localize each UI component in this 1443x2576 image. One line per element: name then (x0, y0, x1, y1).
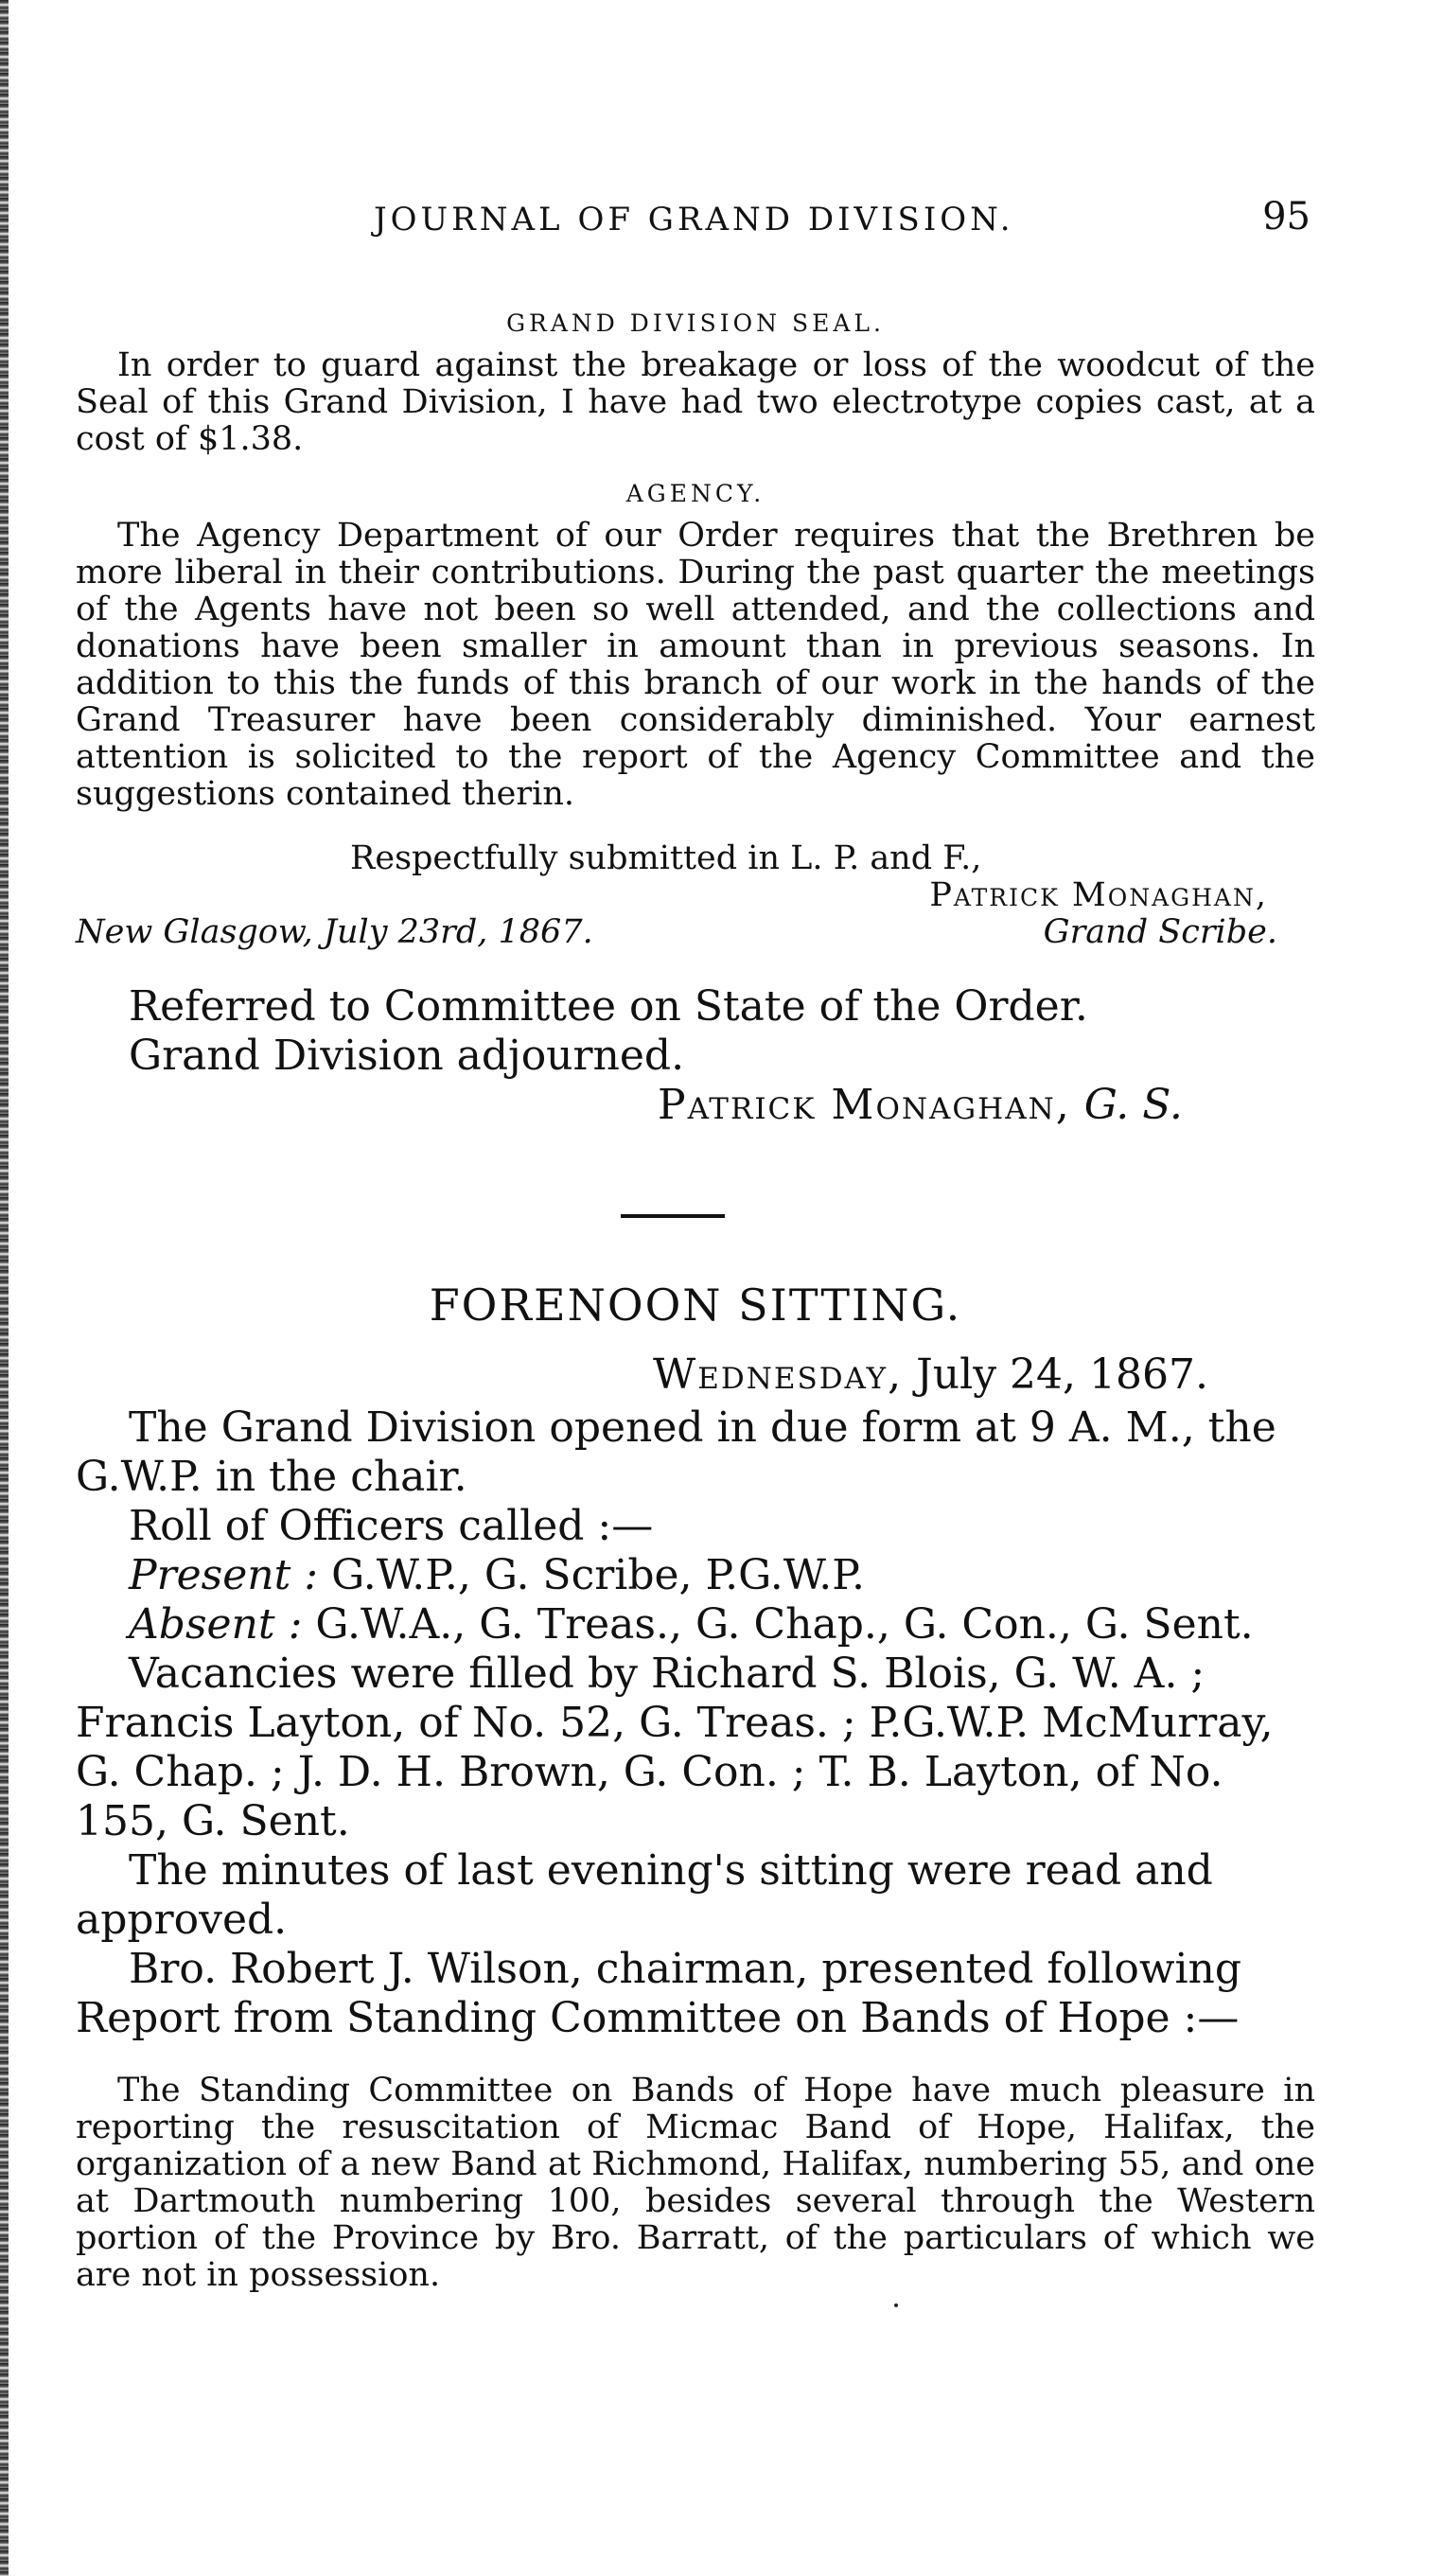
section-divider-rule (621, 1214, 725, 1218)
bands-report-block (76, 2073, 1315, 2294)
signoff-name: Patrick Monaghan, (929, 876, 1268, 914)
agency-paragraph: The Agency Department of our Order requires that the Brethren be more liberal in their contributions. During the past quarter the meetings of the Agents have not been so well attended, and the collections and donations have been smaller in amount than in previous seasons. In addition to this the funds of this branch of our work in the hands of the Grand Treasurer have been considerably diminished. Your earnest attention is solicited to the report of the Agency Committee and the suggestions contained therin. (76, 517, 1315, 813)
signoff-office: Grand Scribe. (1043, 913, 1277, 951)
roll-line: Roll of Officers called :— (129, 1502, 654, 1550)
present-label: Present : (129, 1551, 319, 1599)
ink-speck (894, 2303, 898, 2307)
place-date: New Glasgow, July 23rd, 1867. (76, 913, 593, 951)
signoff-block (76, 840, 1315, 951)
signoff-footer (76, 914, 1315, 951)
signature-name: Patrick Monaghan, (658, 1081, 1071, 1129)
vacancies-paragraph: Vacancies were filled by Richard S. Blois, G. W. A. ; Francis Layton, of No. 52, G. Treas. ; P.G.W.P. McMurray, G. Chap. ; J. D. H. Brown, G. Con. ; T. B. Layton, of No. 155, G. Sent. (76, 1650, 1274, 1845)
book-spine-edge (0, 0, 9, 2576)
absent-value: G.W.A., G. Treas., G. Chap., G. Con., G. Sent. (315, 1600, 1254, 1649)
header-title: JOURNAL OF GRAND DIVISION. (374, 201, 1014, 238)
present-value: G.W.P., G. Scribe, P.G.W.P. (331, 1551, 865, 1599)
seal-section (76, 305, 1315, 458)
signature-office: G. S. (1083, 1081, 1183, 1129)
opened-paragraph: The Grand Division opened in due form at 9 A. M., the G.W.P. in the chair. (76, 1403, 1276, 1501)
absent-line (76, 1600, 1315, 1650)
referred-line: Referred to Committee on State of the Order. (129, 982, 1088, 1031)
bands-report-paragraph: The Standing Committee on Bands of Hope have much pleasure in reporting the resuscitation of Micmac Band of Hope, Halifax, the organization of a new Band at Richmond, Halifax, numbering 55, and one at Dartmouth numbering 100, besides several through the Western portion of the Province by Bro. Barratt, of the particulars of which we are not in possession. (76, 2072, 1315, 2294)
minutes-paragraph: The minutes of last evening's sitting were read and approved. (76, 1846, 1213, 1944)
seal-paragraph: In order to guard against the breakage or loss of the woodcut of the Seal of this Grand Division, I have had two electrotype copies cast, at a cost of $1.38. (76, 346, 1315, 458)
running-header (374, 195, 1311, 238)
present-line (76, 1551, 1315, 1600)
seal-heading: GRAND DIVISION SEAL. (506, 309, 885, 337)
respectfully-line: Respectfully submitted in L. P. and F., (350, 839, 982, 877)
report-intro-paragraph: Bro. Robert J. Wilson, chairman, presented following Report from Standing Committee on Bands of Hope :— (76, 1945, 1242, 2042)
forenoon-block (76, 1280, 1315, 2043)
proceedings-block (76, 982, 1315, 1130)
weekday: Wednesday, (653, 1350, 904, 1399)
agency-section (76, 475, 1315, 813)
forenoon-heading: FORENOON SITTING. (429, 1279, 962, 1331)
agency-heading: AGENCY. (625, 480, 765, 507)
forenoon-date-line (76, 1350, 1315, 1400)
adjourned-line: Grand Division adjourned. (129, 1032, 685, 1080)
absent-label: Absent : (129, 1600, 303, 1649)
page-number: 95 (1262, 195, 1311, 238)
proceedings-signature (76, 1081, 1315, 1130)
sitting-date: July 24, 1867. (916, 1350, 1208, 1399)
